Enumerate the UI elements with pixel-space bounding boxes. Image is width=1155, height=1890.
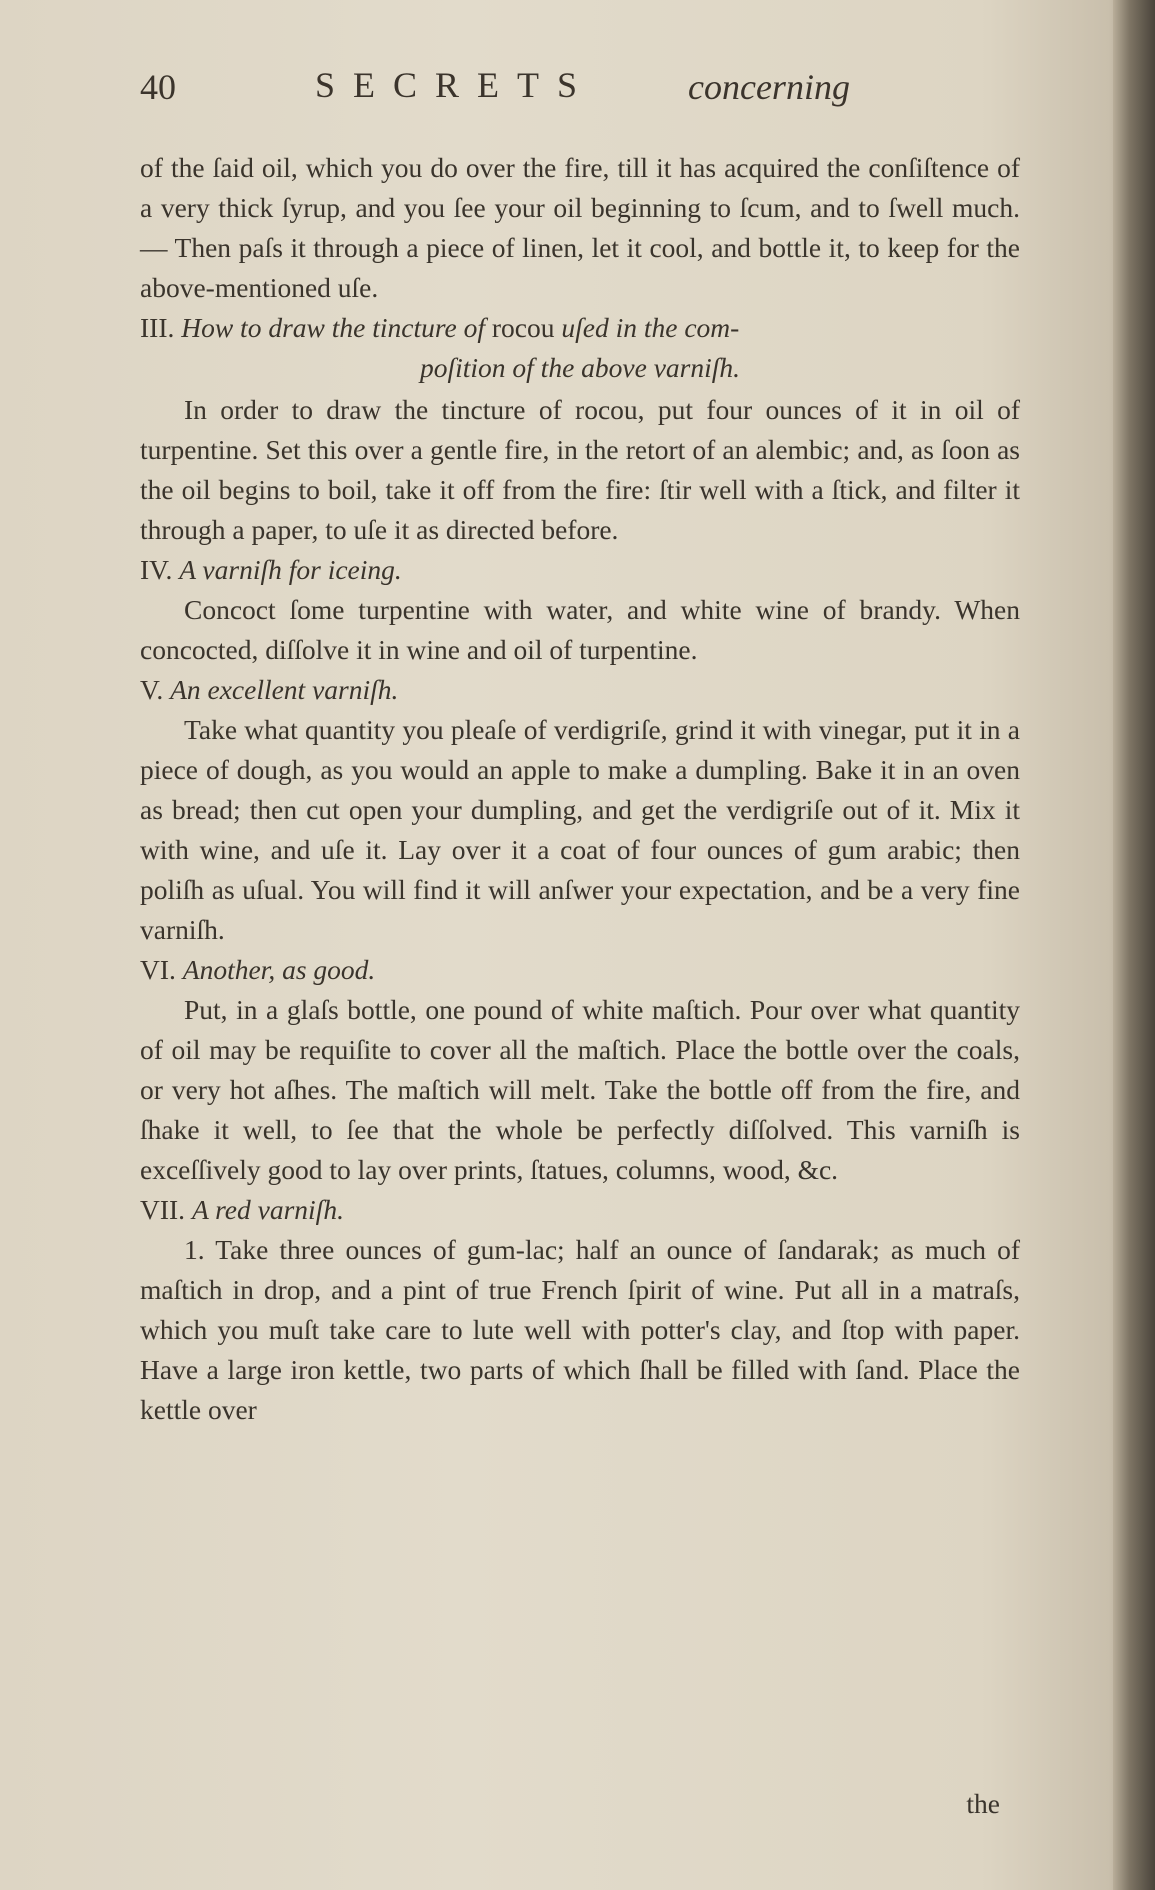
section-5-heading bbox=[140, 670, 1020, 710]
section-3-title-a: How to draw the tincture of bbox=[181, 312, 485, 343]
section-5-title: An excellent varniſh. bbox=[170, 674, 399, 705]
section-5-text: Take what quantity you pleaſe of verdigriſe, grind it with vinegar, put it in a piece of dough, as you would an apple to make a dumpling. Bake it in an oven as bread; then cut open your dumpling, and get the verdigriſe out of it. Mix it with wine, and uſe it. Lay over it a coat of four ounces of gum arabic; then poliſh as uſual. You will find it will anſwer your expectation, and be a very fine varniſh. bbox=[140, 714, 1020, 945]
section-6-title: Another, as good. bbox=[182, 954, 376, 985]
section-7-title: A red varniſh. bbox=[191, 1194, 344, 1225]
section-7-number: VII. bbox=[140, 1194, 186, 1225]
section-4-number: IV. bbox=[140, 554, 173, 585]
page-gutter-edge bbox=[1113, 0, 1155, 1890]
section-4-title: A varniſh for iceing. bbox=[179, 554, 402, 585]
running-title: SECRETS bbox=[315, 65, 596, 105]
page-number: 40 bbox=[140, 67, 176, 107]
catchword: the bbox=[966, 1788, 1000, 1819]
paragraph-continuation: of the ſaid oil, which you do over the fire, till it has acquired the conſiſtence of a very thick ſyrup, and you ſee your oil beginning to ſcum, and to ſwell much.— Then paſs it through a piece of linen, let it cool, and bottle it, to keep for the above-mentioned uſe. bbox=[140, 152, 1020, 303]
body-text bbox=[140, 148, 1020, 1430]
running-header bbox=[140, 60, 1010, 120]
section-6-text: Put, in a glaſs bottle, one pound of white maſtich. Pour over what quantity of oil may be requiſite to cover all the maſtich. Place the bottle over the coals, or very hot aſhes. The maſtich will melt. Take the bottle off from the fire, and ſhake it well, to ſee that the whole be perfectly diſſolved. This varniſh is exceſſively good to lay over prints, ſtatues, columns, wood, &c. bbox=[140, 994, 1020, 1185]
section-3-text: In order to draw the tincture of rocou, put four ounces of it in oil of turpentine. Set this over a gentle fire, in the retort of an alembic; and, as ſoon as the oil begins to boil, take it off from the fire: ſtir well with a ſtick, and filter it through a paper, to uſe it as directed before. bbox=[140, 394, 1020, 545]
section-5-number: V. bbox=[140, 674, 164, 705]
section-3-title-roman: rocou bbox=[491, 312, 555, 343]
section-3-title-b: uſed in the com- bbox=[561, 312, 740, 343]
section-6-heading bbox=[140, 950, 1020, 990]
section-7-heading bbox=[140, 1190, 1020, 1230]
section-7-text: 1. Take three ounces of gum-lac; half an ounce of ſandarak; as much of maſtich in drop, and a pint of true French ſpirit of wine. Put all in a matraſs, which you muſt take care to lute well with potter's clay, and ſtop with paper. Have a large iron kettle, two parts of which ſhall be filled with ſand. Place the kettle over bbox=[140, 1234, 1020, 1425]
section-3-heading bbox=[140, 308, 1020, 348]
section-4-text: Concoct ſome turpentine with water, and white wine of brandy. When concocted, diſſolve it in wine and oil of turpentine. bbox=[140, 594, 1020, 665]
section-3-number: III. bbox=[140, 312, 175, 343]
section-6-number: VI. bbox=[140, 954, 176, 985]
section-3-title-c: poſition of the above varniſh. bbox=[419, 352, 741, 383]
section-4-heading bbox=[140, 550, 1020, 590]
running-title-italic: concerning bbox=[688, 67, 850, 107]
